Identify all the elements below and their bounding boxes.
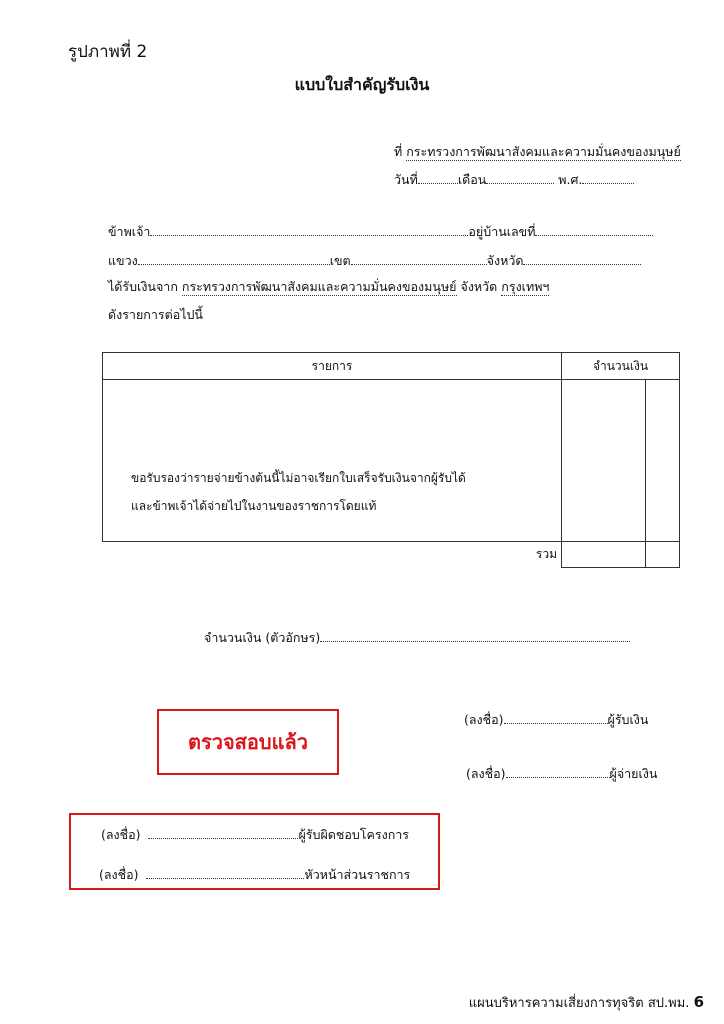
total-baht-cell [562, 542, 646, 568]
at-label: ที่ [394, 144, 403, 159]
khwaeng-field [138, 252, 330, 265]
receiver-signature [464, 710, 648, 730]
total-label: รวม [535, 547, 557, 562]
at-value: กระทรวงการพัฒนาสังคมและความมั่นคงของมนุษย์ [406, 144, 681, 159]
province-field [523, 252, 641, 265]
amount-words-label: จำนวนเงิน (ตัวอักษร) [204, 630, 321, 645]
sign-label: (ลงชื่อ) [101, 827, 141, 842]
as-listed: ดังรายการต่อไปนี้ [108, 307, 203, 322]
receiver-sign-field [504, 711, 608, 724]
certification-cell [103, 380, 562, 542]
cert-line-2: และข้าพเจ้าได้จ่ายไปในงานของราชการโดยแท้ [131, 499, 377, 513]
i-label: ข้าพเจ้า [108, 224, 151, 239]
khet-label: เขต [329, 253, 351, 268]
amount-baht-cell [562, 380, 646, 542]
form-title: แบบใบสำคัญรับเงิน [294, 75, 430, 94]
month-label: เดือน [457, 172, 487, 187]
col-items-header: รายการ [103, 353, 562, 380]
received-from-value: กระทรวงการพัฒนาสังคมและความมั่นคงของมนุษย์ [181, 279, 457, 294]
col-amount-header: จำนวนเงิน [562, 353, 680, 380]
footer-text: แผนบริหารความเสี่ยงการทุจริต สป.พม. [468, 996, 690, 1011]
head-signature [99, 865, 410, 885]
khwaeng-label: แขวง [108, 253, 138, 268]
amount-words-line [204, 628, 630, 648]
amount-words-field [320, 629, 630, 642]
verified-stamp: ตรวจสอบแล้ว [157, 709, 339, 775]
year-label: พ.ศ. [558, 172, 583, 187]
address-line [108, 251, 641, 271]
head-sign-field [146, 866, 304, 879]
date-line [394, 170, 634, 190]
khet-field [351, 252, 487, 265]
province2-value: กรุงเทพฯ [501, 279, 550, 294]
project-signature [101, 825, 409, 845]
project-role: ผู้รับผิดชอบโครงการ [298, 827, 410, 842]
payer-sign-field [506, 765, 610, 778]
received-line [108, 277, 549, 297]
year-field [582, 171, 634, 184]
house-no-label: อยู่บ้านเลขที่ [468, 224, 536, 239]
page-footer [469, 992, 704, 1013]
sign-label: (ลงชื่อ) [99, 867, 139, 882]
total-satang-cell [646, 542, 680, 568]
payer-role: ผู้จ่ายเงิน [609, 766, 658, 781]
items-table [102, 352, 680, 568]
sign-label: (ลงชื่อ) [464, 712, 504, 727]
payee-line [108, 222, 653, 242]
name-field [150, 223, 468, 236]
payer-signature [466, 764, 657, 784]
project-sign-field [148, 826, 298, 839]
province2-label: จังหวัด [460, 279, 498, 294]
page-number: 6 [693, 993, 704, 1011]
date-label: วันที่ [394, 172, 418, 187]
amount-satang-cell [646, 380, 680, 542]
receiver-role: ผู้รับเงิน [607, 712, 649, 727]
month-field [486, 171, 554, 184]
received-from-label: ได้รับเงินจาก [108, 279, 178, 294]
province-label: จังหวัด [486, 253, 524, 268]
at-line [394, 142, 681, 162]
head-role: หัวหน้าส่วนราชการ [304, 867, 411, 882]
house-no-field [535, 223, 653, 236]
figure-label: รูปภาพที่ 2 [68, 42, 148, 62]
sign-label: (ลงชื่อ) [466, 766, 506, 781]
date-field [418, 171, 458, 184]
cert-line-1: ขอรับรองว่ารายจ่ายข้างต้นนี้ไม่อาจเรียกใบเสร็จรับเงินจากผู้รับได้ [131, 471, 466, 485]
